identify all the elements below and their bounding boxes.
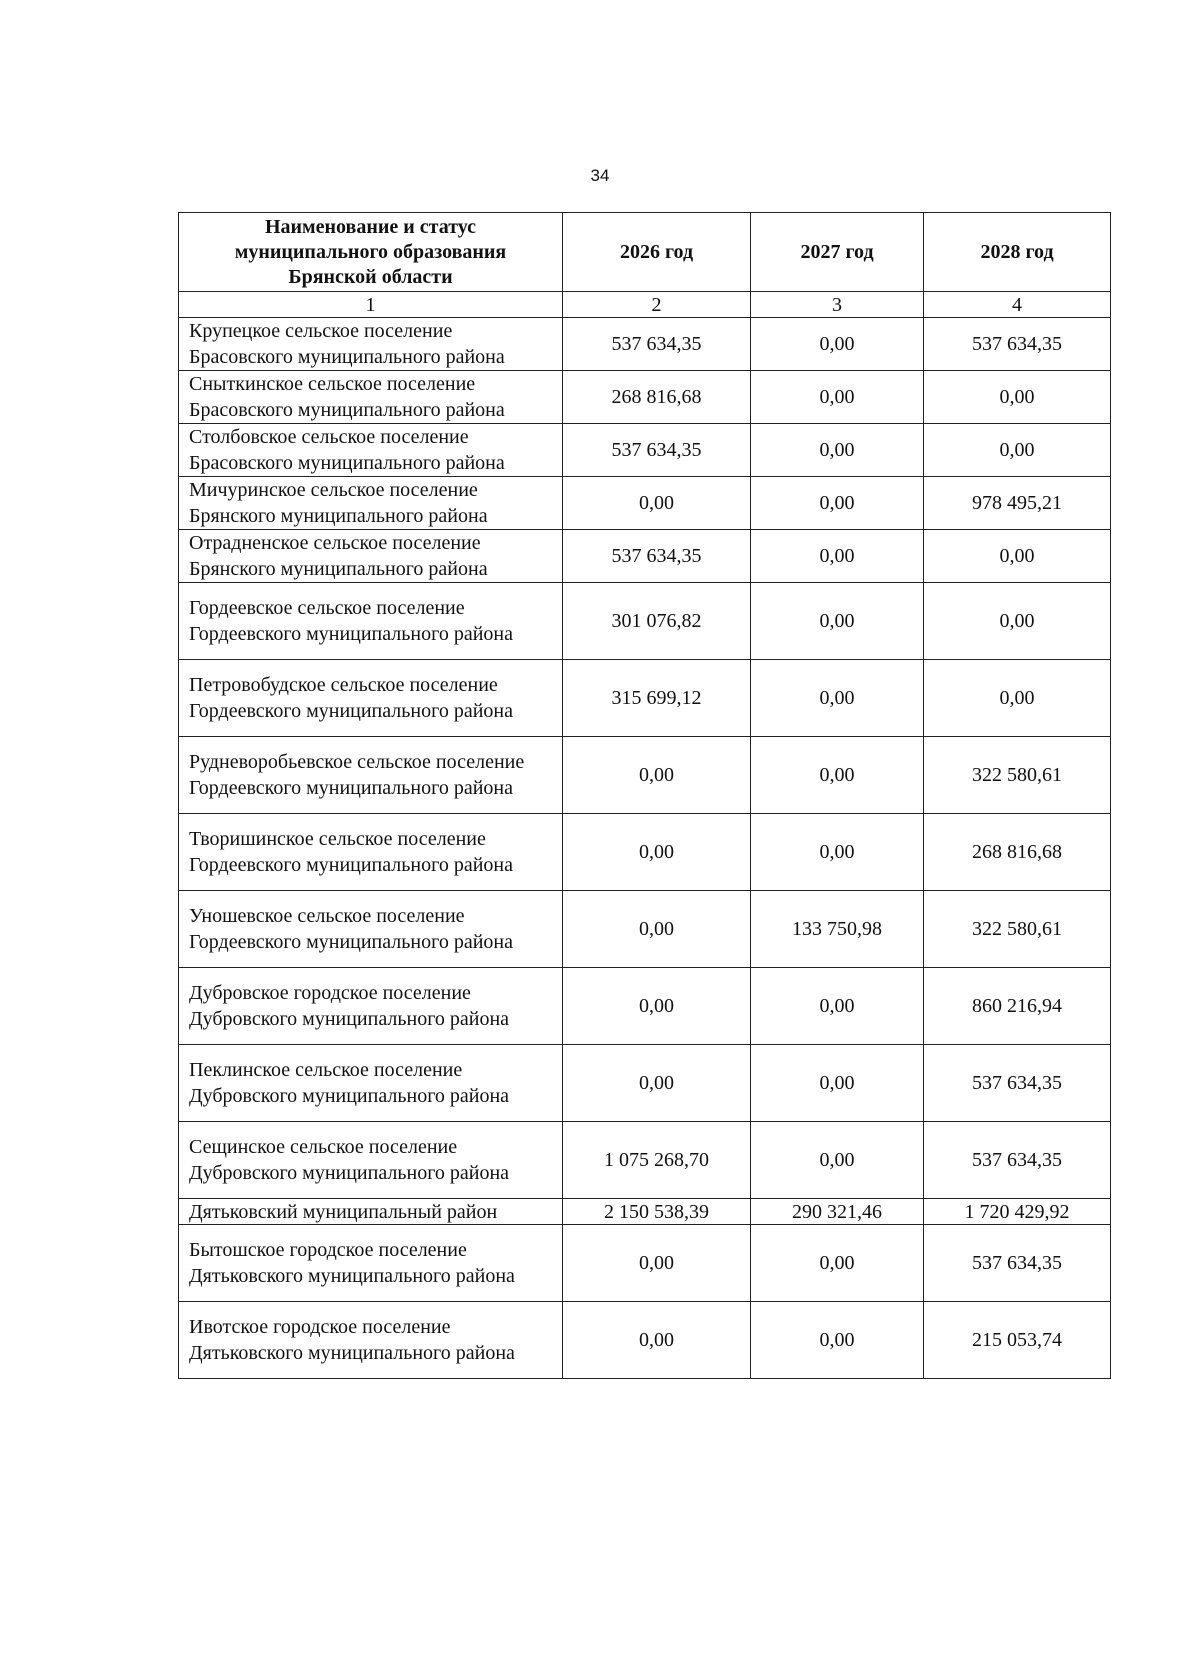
table-row [179, 968, 1111, 1045]
value-2027: 0,00 [751, 477, 924, 530]
value-2028: 0,00 [924, 424, 1111, 477]
value-2028: 268 816,68 [924, 814, 1111, 891]
row-name: Отрадненское сельское поселение Брянского муниципального района [179, 530, 563, 583]
row-name: Гордеевское сельское поселение Гордеевского муниципального района [179, 583, 563, 660]
value-2027: 0,00 [751, 1225, 924, 1302]
value-2028: 537 634,35 [924, 1122, 1111, 1199]
value-2026: 301 076,82 [563, 583, 751, 660]
row-name: Творишинское сельское поселение Гордеевского муниципального района [179, 814, 563, 891]
table-row [179, 583, 1111, 660]
value-2028: 0,00 [924, 660, 1111, 737]
value-2028: 0,00 [924, 530, 1111, 583]
value-2028: 0,00 [924, 583, 1111, 660]
table-row [179, 1225, 1111, 1302]
row-name: Дубровское городское поселение Дубровского муниципального района [179, 968, 563, 1045]
value-2026: 1 075 268,70 [563, 1122, 751, 1199]
row-name: Сещинское сельское поселение Дубровского муниципального района [179, 1122, 563, 1199]
value-2026: 0,00 [563, 968, 751, 1045]
value-2027: 290 321,46 [751, 1199, 924, 1225]
row-name: Столбовское сельское поселение Брасовского муниципального района [179, 424, 563, 477]
table-row [179, 371, 1111, 424]
row-name: Сныткинское сельское поселение Брасовского муниципального района [179, 371, 563, 424]
value-2028: 1 720 429,92 [924, 1199, 1111, 1225]
row-name: Уношевское сельское поселение Гордеевского муниципального района [179, 891, 563, 968]
value-2027: 0,00 [751, 583, 924, 660]
page-number: 34 [590, 166, 610, 185]
value-2028: 978 495,21 [924, 477, 1111, 530]
value-2028: 215 053,74 [924, 1302, 1111, 1379]
value-2027: 0,00 [751, 968, 924, 1045]
row-name: Петровобудское сельское поселение Гордеевского муниципального района [179, 660, 563, 737]
value-2028: 537 634,35 [924, 1225, 1111, 1302]
value-2027: 0,00 [751, 1122, 924, 1199]
value-2027: 0,00 [751, 530, 924, 583]
value-2028: 322 580,61 [924, 891, 1111, 968]
table-row [179, 424, 1111, 477]
value-2027: 0,00 [751, 1045, 924, 1122]
value-2026: 0,00 [563, 1045, 751, 1122]
row-name: Пеклинское сельское поселение Дубровского муниципального района [179, 1045, 563, 1122]
value-2028: 537 634,35 [924, 318, 1111, 371]
table-row [179, 814, 1111, 891]
value-2027: 0,00 [751, 424, 924, 477]
header-2027: 2027 год [751, 213, 924, 292]
table-row [179, 530, 1111, 583]
column-number: 1 [179, 292, 563, 318]
budget-table [178, 212, 1111, 1379]
value-2027: 0,00 [751, 371, 924, 424]
value-2028: 537 634,35 [924, 1045, 1111, 1122]
value-2026: 537 634,35 [563, 318, 751, 371]
row-name: Крупецкое сельское поселение Брасовского муниципального района [179, 318, 563, 371]
header-row [179, 213, 1111, 292]
value-2027: 0,00 [751, 814, 924, 891]
value-2026: 537 634,35 [563, 424, 751, 477]
value-2026: 0,00 [563, 891, 751, 968]
value-2026: 2 150 538,39 [563, 1199, 751, 1225]
value-2027: 0,00 [751, 660, 924, 737]
row-name: Рудневоробьевское сельское поселение Гордеевского муниципального района [179, 737, 563, 814]
value-2027: 0,00 [751, 318, 924, 371]
table-row [179, 1122, 1111, 1199]
value-2026: 0,00 [563, 814, 751, 891]
value-2026: 268 816,68 [563, 371, 751, 424]
value-2026: 0,00 [563, 737, 751, 814]
table-row [179, 891, 1111, 968]
column-number: 3 [751, 292, 924, 318]
header-2028: 2028 год [924, 213, 1111, 292]
row-name: Ивотское городское поселение Дятьковского муниципального района [179, 1302, 563, 1379]
table-row [179, 477, 1111, 530]
table-row [179, 660, 1111, 737]
value-2026: 0,00 [563, 1225, 751, 1302]
table-row [179, 318, 1111, 371]
column-number-row [179, 292, 1111, 318]
row-name: Мичуринское сельское поселение Брянского муниципального района [179, 477, 563, 530]
column-number: 4 [924, 292, 1111, 318]
value-2026: 0,00 [563, 1302, 751, 1379]
value-2027: 133 750,98 [751, 891, 924, 968]
header-name: Наименование и статус муниципального образования Брянской области [179, 213, 563, 292]
row-name: Дятьковский муниципальный район [179, 1199, 563, 1225]
value-2026: 315 699,12 [563, 660, 751, 737]
value-2026: 537 634,35 [563, 530, 751, 583]
value-2028: 0,00 [924, 371, 1111, 424]
value-2027: 0,00 [751, 1302, 924, 1379]
header-2026: 2026 год [563, 213, 751, 292]
table-row [179, 1199, 1111, 1225]
column-number: 2 [563, 292, 751, 318]
table-row [179, 1045, 1111, 1122]
value-2028: 860 216,94 [924, 968, 1111, 1045]
table-row [179, 737, 1111, 814]
row-name: Бытошское городское поселение Дятьковского муниципального района [179, 1225, 563, 1302]
table-row [179, 1302, 1111, 1379]
value-2028: 322 580,61 [924, 737, 1111, 814]
value-2027: 0,00 [751, 737, 924, 814]
value-2026: 0,00 [563, 477, 751, 530]
